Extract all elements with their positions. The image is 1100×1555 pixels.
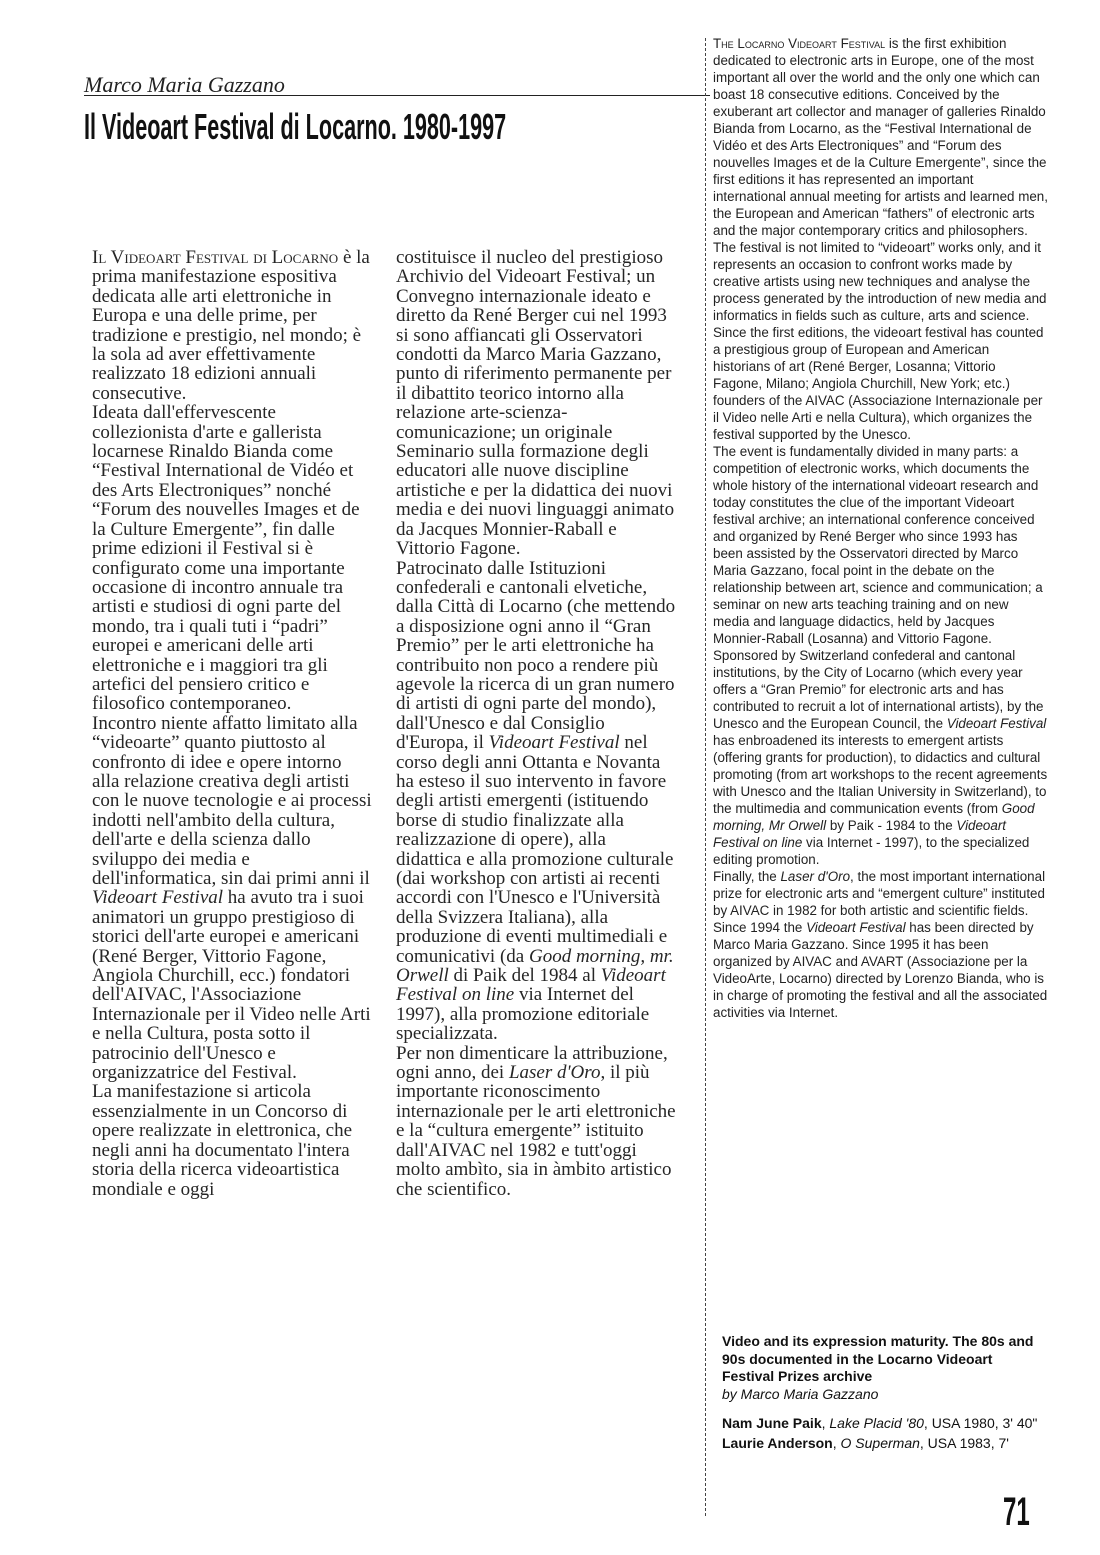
it-text: via Internet del 1997), alla promozione editoriale specializzata. — [396, 984, 650, 1045]
en-text: Sponsored by Switzerland confederal and cantonal institutions, by the City of Locarno (which every year offers a “Gran Premio” for electronic arts and has contributed to recruit a lot of international artists), by the Unesco and the European Council, the — [713, 648, 1044, 731]
credit-work: Lake Placid '80 — [829, 1415, 924, 1431]
en-lead: The Locarno Videoart Festival — [713, 36, 886, 51]
credit-details: USA 1983, 7' — [927, 1434, 1009, 1451]
en-text: , the most important international prize for electronic arts and “emergent culture” instituted by AIVAC in 1982 for both artistic and scientific fields. — [713, 869, 1046, 918]
en-paragraph: The festival is not limited to “videoart” works only, and it represents an occasion to confront works made by creative artists using new techniques and analyse the process generated by the introduction of new media and informatics in fields such as culture, arts and science. Since the first editions, the videoart festival has counted a prestigious group of European and American historians of art (René Berger, Losanna; Vittorio Fagone, Milano; Angiola Churchill, New York; etc.) founders of the AIVAC (Associazione Internazionale per il Video nelle Arti e nella Cultura), which organizes the festival supported by the Unesco. — [713, 240, 1047, 442]
en-italic: Good morning, Mr Orwell — [713, 801, 1035, 833]
en-paragraph — [713, 868, 1048, 919]
it-paragraph — [396, 559, 676, 1044]
it-paragraph — [92, 248, 372, 403]
column-divider — [705, 38, 706, 1516]
en-italic: Laser d'Oro — [780, 869, 851, 884]
en-italic: Videoart Festival on line — [713, 818, 1007, 850]
it-text: di Paik del 1984 al — [448, 965, 601, 987]
it-paragraph — [396, 1044, 676, 1199]
it-paragraph: costituisce il nucleo del prestigioso Archivio del Videoart Festival; un Convegno internazionale ideato e diretto da René Berger cui nel 1993 si sono affiancati gli Osservatori condotti da Marco Maria Gazzano, punto di riferimento permanente per il dibattito teorico intorno alla relazione arte-scienza-comunicazione; un originale Seminario sulla formazione degli educatori alle nuove discipline artistiche e per la didattica dei nuovi media e dei nuovi linguaggi animato da Jacques Monnier-Raball e Vittorio Fagone. — [396, 247, 675, 560]
credit-details: USA 1980, 3' 40" — [931, 1415, 1038, 1431]
english-column — [713, 35, 1048, 1021]
header-rule — [84, 95, 710, 96]
caption-credit: Laurie Anderson, O Superman, USA 1983, 7' — [722, 1434, 1009, 1451]
en-paragraph — [713, 919, 1048, 1021]
en-text: via Internet - 1997), to the specialized editing promotion. — [713, 835, 1030, 867]
it-text: , il più importante riconoscimento internazionale per le arti elettroniche e la “cultura emergente” istituito dall'AIVAC nel 1982 e tutt'oggi molto ambìto, sia in àmbito artistico che scientifico. — [396, 1062, 676, 1200]
it-paragraph — [92, 714, 372, 1083]
it-text: ha avuto tra i suoi animatori un gruppo prestigioso di storici dell'arte europei e americani (René Berger, Vittorio Fagone, Angiola Churchill, ecc.) fondatori dell'AIVAC, l'Associazione Internazionale per il Video nelle Arti e nella Cultura, posta sotto il patrocinio dell'Unesco e organizzatrice del Festival. — [92, 887, 371, 1084]
en-text: Since 1994 the — [713, 920, 807, 935]
en-paragraph — [713, 35, 1048, 239]
it-text: Incontro niente affatto limitato alla “videoarte” quanto piuttosto al confronto di idee e opere intorno alla relazione creativa degli artisti con le nuove tecnologie e ai processi indotti nell'ambito della cultura, dell'arte e della scienza dallo sviluppo dei media e dell'informatica, sin dai primi anni il — [92, 712, 372, 889]
caption-title: Video and its expression maturity. The 80s and 90s documented in the Locarno Videoart Festival Prizes archive — [722, 1333, 1034, 1384]
credit-work: O Superman — [840, 1434, 920, 1451]
image-caption — [722, 1333, 1042, 1454]
italian-column-2 — [396, 248, 676, 1199]
credit-artist: Laurie Anderson — [722, 1434, 833, 1451]
it-paragraph: La manifestazione si articola essenzialmente in un Concorso di opere realizzate in elettronica, che negli anni ha documentato l'intera storia della ricerca videoartistica mondiale e oggi — [92, 1081, 353, 1200]
en-paragraph — [713, 647, 1048, 868]
en-italic: Videoart Festival — [806, 920, 906, 935]
it-italic: Videoart Festival on line — [396, 965, 666, 1006]
it-italic: Videoart Festival — [488, 732, 620, 754]
italian-column-1 — [92, 248, 372, 1199]
en-text: Finally, the — [713, 869, 781, 884]
en-text: has enbroadened its interests to emergent artists (offering grants for production), to didactics and cultural promoting (from art workshops to the recent agreements with Unesco and the Italian University in Switzerland), to the multimedia and communication events (from — [713, 733, 1048, 816]
it-paragraph: Ideata dall'effervescente collezionista d'arte e gallerista locarnese Rinaldo Bianda come “Festival International de Vidéo et des Arts Electroniques” nonché “Forum des nouvelles Images et de la Culture Emergente”, fin dalle prime edizioni il Festival si è configurato come una importante occasione di incontro annuale tra artisti e studiosi di ogni parte del mondo, tra i quali tuti i “padri” europei e americani delle arti elettroniche e i maggiori tra gli artefici del pensiero critico e filosofico contemporaneo. — [92, 402, 360, 715]
en-text: has been directed by Marco Maria Gazzano. Since 1995 it has been organized by AIVAC and AVART (Associazione per la VideoArte, Locarno) directed by Lorenzo Bianda, who is in charge of promoting the festival and all the associated activities via Internet. — [713, 920, 1048, 1020]
it-text: nel corso degli anni Ottanta e Novanta ha esteso il suo intervento in favore degli artisti emergenti (istituendo borse di studio finalizzate alla realizzazione di opere), alla didattica e alla promozione culturale (dai workshop con artisti ai recenti accordi con l'Unesco e l'Università della Svizzera Italiana), alla produzione di eventi multimediali e comunicativi (da — [396, 732, 674, 967]
page-number: 71 — [1003, 1490, 1030, 1534]
caption-byline: by Marco Maria Gazzano — [722, 1385, 879, 1402]
article-title: Il Videoart Festival di Locarno. 1980-1997 — [84, 106, 507, 147]
caption-credit: Nam June Paik, Lake Placid '80, USA 1980, 3' 40" — [722, 1415, 1038, 1431]
en-text: by Paik - 1984 to the — [826, 818, 957, 833]
it-lead: Il Videoart Festival di Locarno — [92, 247, 339, 268]
it-italic: Videoart Festival — [92, 887, 224, 909]
en-text: is the first exhibition dedicated to electronic arts in Europe, one of the most important all over the world and the only one which can boast 18 consecutive editions. Conceived by the exuberant art collector and manager of galleries Rinaldo Bianda from Locarno, as the “Festival International de Vidéo et des Arts Electroniques” and “Forum des nouvelles Images et de la Culture Emergente”, since the first editions it has represented an important international annual meeting for artists and learned men, the European and American “fathers” of electronic arts and the major contemporary critics and philosophers. — [713, 36, 1048, 238]
author-name: Marco Maria Gazzano — [84, 72, 285, 97]
en-paragraph: The event is fundamentally divided in many parts: a competition of electronic works, which documents the whole history of the international videoart research and today constitutes the clue of the important Videoart festival archive; an international conference conceived and organized by René Berger who since 1993 has been assisted by the Osservatori directed by Marco Maria Gazzano, focal point in the debate on the relationship between art, science and communication; a seminar on new arts teaching training and on new media and language didactics, held by Jacques Monnier-Raball (Losanna) and Vittorio Fagone. — [713, 444, 1043, 646]
it-text: è la prima manifestazione espositiva dedicata alle arti elettroniche in Europa e una delle prime, per tradizione e prestigio, nel mondo; è la sola ad aver effettivamente realizzato 18 edizioni annuali consecutive. — [92, 247, 370, 404]
credit-artist: Nam June Paik — [722, 1415, 822, 1431]
en-italic: Videoart Festival — [946, 716, 1047, 731]
it-text: Per non dimenticare la attribuzione, ogni anno, dei — [396, 1042, 668, 1084]
it-italic: Good morning, mr. Orwell — [396, 945, 674, 987]
it-italic: Laser d'Oro — [508, 1062, 601, 1084]
it-text: Patrocinato dalle Istituzioni confederali e cantonali elvetiche, dalla Città di Locarno (che mettendo a disposizione ogni anno il “Gran Premio” per le arti elettroniche ha contribuito non poco a rendere più agevole la ricerca di un gran numero di artisti di ogni parte del mondo), dall'Unesco e dal Consiglio d'Europa, il — [396, 557, 676, 754]
